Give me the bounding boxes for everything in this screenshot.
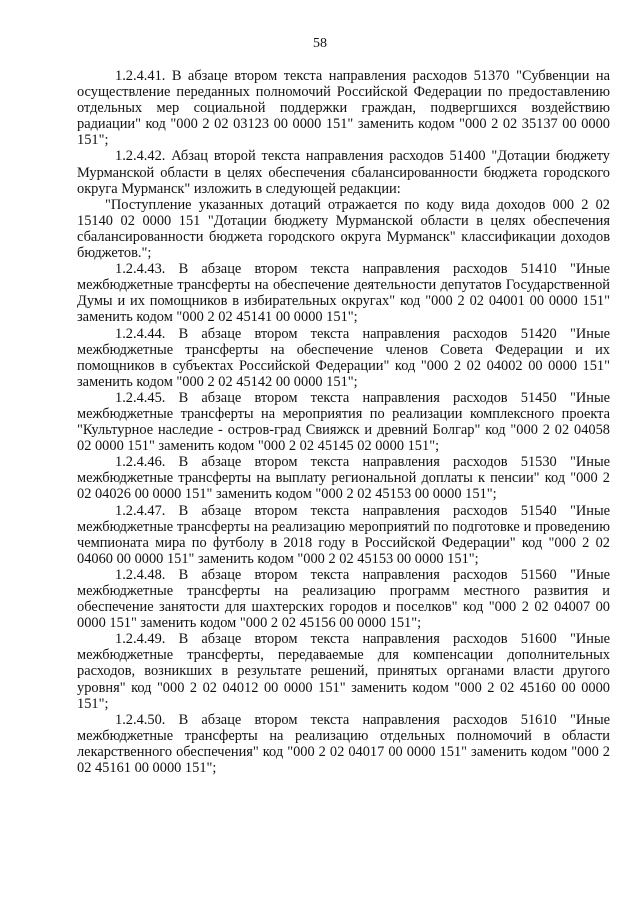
- paragraph-1-2-4-41: 1.2.4.41. В абзаце втором текста направления расходов 51370 "Субвенции на осуществление переданных полномочий Российской Федерации по предоставлению отдельных мер социальной поддержки граждан, подвергшихся воздействию радиации" код "000 2 02 03123 00 0000 151" заменить кодом "000 2 02 35137 00 0000 151";: [77, 68, 610, 149]
- paragraph-1-2-4-43: 1.2.4.43. В абзаце втором текста направления расходов 51410 "Иные межбюджетные трансферты на обеспечение деятельности депутатов Государственной Думы и их помощников в избирательных округах" код "000 2 02 04001 00 0000 151" заменить кодом "000 2 02 45141 00 0000 151";: [77, 261, 610, 326]
- paragraph-quoted-text: "Поступление указанных дотаций отражается по коду вида доходов 000 2 02 15140 02 0000 151 "Дотации бюджету Мурманской области в целях обеспечения сбалансированности бюджета городского округа Мурманск" классификации доходов бюджетов.";: [77, 196, 610, 262]
- paragraph-1-2-4-49: 1.2.4.49. В абзаце втором текста направления расходов 51600 "Иные межбюджетные трансферты, передаваемые для компенсации дополнительных расходов, возникших в результате решений, принятых органами власти другого уровня" код "000 2 02 04012 00 0000 151" заменить кодом "000 2 02 45160 00 0000 151";: [77, 631, 610, 712]
- paragraph-1-2-4-47: 1.2.4.47. В абзаце втором текста направления расходов 51540 "Иные межбюджетные трансферты на реализацию мероприятий по подготовке и проведению чемпионата мира по футболу в 2018 году в Российской Федерации" код "000 2 02 04060 00 0000 151" заменить кодом "000 2 02 45153 00 0000 151";: [77, 502, 610, 567]
- paragraph-1-2-4-48: 1.2.4.48. В абзаце втором текста направления расходов 51560 "Иные межбюджетные трансферты на реализацию программ местного развития и обеспечение занятости для шахтерских городов и поселков" код "000 2 02 04007 00 0000 151" заменить кодом "000 2 02 45156 00 0000 151";: [77, 566, 610, 632]
- paragraph-1-2-4-50: 1.2.4.50. В абзаце втором текста направления расходов 51610 "Иные межбюджетные трансферты на реализацию отдельных полномочий в области лекарственного обеспечения" код "000 2 02 04017 00 0000 151" заменить кодом "000 2 02 45161 00 0000 151";: [77, 711, 610, 777]
- paragraph-1-2-4-45: 1.2.4.45. В абзаце втором текста направления расходов 51450 "Иные межбюджетные трансферты на мероприятия по реализации комплексного проекта "Культурное наследие - остров-град Свияжск и древний Болгар" код "000 2 02 04058 02 0000 151" заменить кодом "000 2 02 45145 02 0000 151";: [77, 389, 610, 455]
- document-body: [77, 68, 610, 776]
- paragraph-1-2-4-44: 1.2.4.44. В абзаце втором текста направления расходов 51420 "Иные межбюджетные трансферты на обеспечение членов Совета Федерации и их помощников в субъектах Российской Федерации" код "000 2 02 04002 00 0000 151" заменить кодом "000 2 02 45142 00 0000 151";: [77, 325, 610, 390]
- paragraph-1-2-4-42: 1.2.4.42. Абзац второй текста направления расходов 51400 "Дотации бюджету Мурманской области в целях обеспечения сбалансированности бюджета городского округа Мурманск" изложить в следующей редакции:: [77, 148, 610, 197]
- paragraph-1-2-4-46: 1.2.4.46. В абзаце втором текста направления расходов 51530 "Иные межбюджетные трансферты на выплату региональной доплаты к пенсии" код "000 2 02 04026 00 0000 151" заменить кодом "000 2 02 45153 00 0000 151";: [77, 454, 610, 503]
- page-number: 58: [313, 36, 327, 51]
